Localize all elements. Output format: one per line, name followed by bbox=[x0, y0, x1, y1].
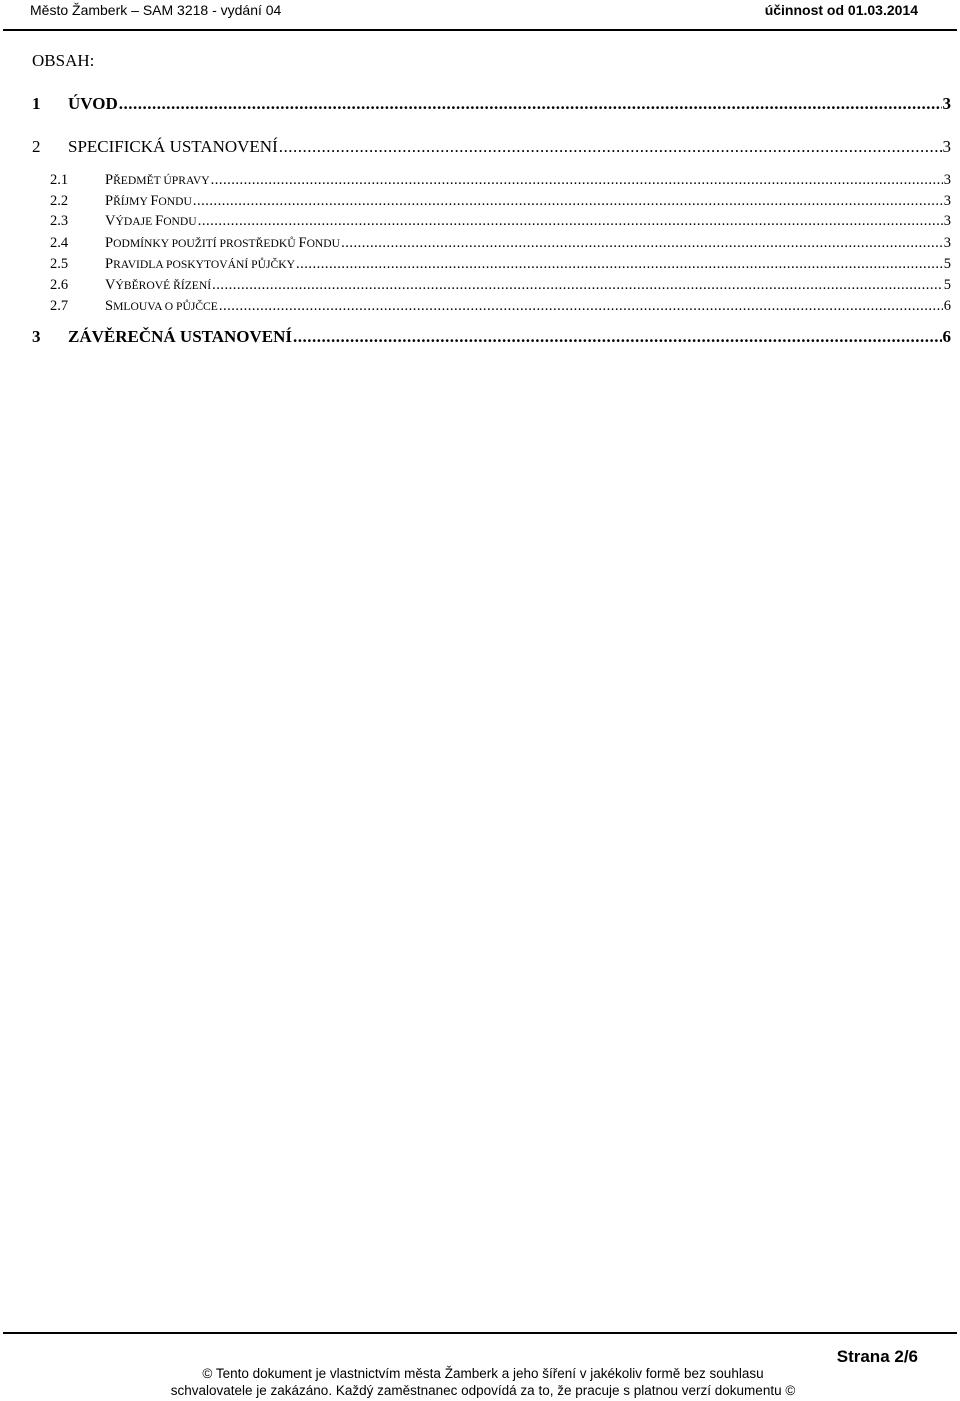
toc-entry-label: ZÁVĚREČNÁ USTANOVENÍ bbox=[68, 327, 293, 346]
toc-leader-dots bbox=[119, 94, 942, 114]
toc-entry-page: 6 bbox=[943, 298, 951, 314]
footer-copyright-line-1: © Tento dokument je vlastnictvím města Žamberk a jeho šíření v jakékoliv formě bez souhlasu bbox=[202, 1366, 764, 1381]
toc-entry-2-5[interactable] bbox=[32, 256, 951, 273]
toc-entry-2-3[interactable] bbox=[32, 213, 951, 230]
toc-entry-label: PODMÍNKY POUŽITÍ PROSTŘEDKŮ FONDU bbox=[105, 235, 341, 251]
toc-entry-number: 2.3 bbox=[50, 213, 69, 229]
toc-entry-page: 3 bbox=[942, 137, 951, 156]
header-divider bbox=[3, 29, 957, 31]
toc-entry-number: 1 bbox=[32, 94, 41, 113]
toc-entry-number: 2.7 bbox=[50, 298, 69, 314]
toc-entry-number: 2.6 bbox=[50, 277, 69, 293]
toc-leader-dots bbox=[293, 327, 941, 347]
page-header bbox=[0, 0, 960, 30]
toc-entry-1[interactable] bbox=[32, 94, 951, 114]
page-number: Strana 2/6 bbox=[836, 1347, 918, 1366]
toc-leader-dots bbox=[279, 137, 942, 157]
toc-entry-label: SPECIFICKÁ USTANOVENÍ bbox=[68, 137, 278, 156]
toc-entry-label: ÚVOD bbox=[68, 94, 118, 113]
toc-entry-label: PŘÍJMY FONDU bbox=[105, 193, 192, 209]
toc-entry-2-1[interactable] bbox=[32, 172, 951, 189]
toc-entry-page: 5 bbox=[943, 256, 951, 272]
toc-entry-3[interactable] bbox=[32, 327, 951, 347]
toc-leader-dots bbox=[341, 235, 943, 252]
toc-entry-label: PŘEDMĚT ÚPRAVY bbox=[105, 172, 210, 188]
toc-entry-page: 3 bbox=[943, 235, 951, 251]
toc-entry-page: 3 bbox=[943, 213, 951, 229]
toc-entry-label: VÝDAJE FONDU bbox=[105, 213, 197, 229]
toc-entry-2-4[interactable] bbox=[32, 235, 951, 252]
toc-entry-page: 5 bbox=[943, 277, 951, 293]
toc-entry-label: SMLOUVA O PŮJČCE bbox=[105, 298, 218, 314]
toc-entry-2[interactable] bbox=[32, 137, 951, 157]
toc-entry-number: 2.4 bbox=[50, 235, 69, 251]
footer-divider bbox=[3, 1332, 957, 1334]
toc-entry-number: 2 bbox=[32, 137, 41, 156]
toc-entry-label: VÝBĚROVÉ ŘÍZENÍ bbox=[105, 277, 212, 293]
toc-entry-page: 3 bbox=[943, 172, 951, 188]
toc-leader-dots bbox=[198, 213, 943, 230]
toc-entry-number: 2.5 bbox=[50, 256, 69, 272]
toc-entry-label: PRAVIDLA POSKYTOVÁNÍ PŮJČKY bbox=[105, 256, 295, 272]
toc-leader-dots bbox=[219, 298, 943, 315]
toc-leader-dots bbox=[296, 256, 943, 273]
toc-entry-2-7[interactable] bbox=[32, 298, 951, 315]
toc-leader-dots bbox=[212, 277, 943, 294]
toc-entry-2-2[interactable] bbox=[32, 193, 951, 210]
toc-leader-dots bbox=[211, 172, 943, 189]
toc-entry-page: 6 bbox=[942, 327, 951, 346]
toc-entry-page: 3 bbox=[943, 193, 951, 209]
toc-entry-page: 3 bbox=[942, 94, 951, 113]
header-effective-date: účinnost od 01.03.2014 bbox=[764, 2, 918, 18]
toc-entry-2-6[interactable] bbox=[32, 277, 951, 294]
toc-leader-dots bbox=[193, 193, 943, 210]
header-document-id: Město Žamberk – SAM 3218 - vydání 04 bbox=[30, 2, 282, 18]
toc-entry-number: 2.2 bbox=[50, 193, 69, 209]
footer-copyright bbox=[138, 1365, 828, 1399]
toc-entry-number: 2.1 bbox=[50, 172, 69, 188]
toc-entry-number: 3 bbox=[32, 327, 41, 346]
footer-copyright-line-2: schvalovatele je zakázáno. Každý zaměstnanec odpovídá za to, že pracuje s platnou verzí dokumentu © bbox=[170, 1383, 796, 1398]
toc-title: OBSAH: bbox=[32, 51, 95, 70]
